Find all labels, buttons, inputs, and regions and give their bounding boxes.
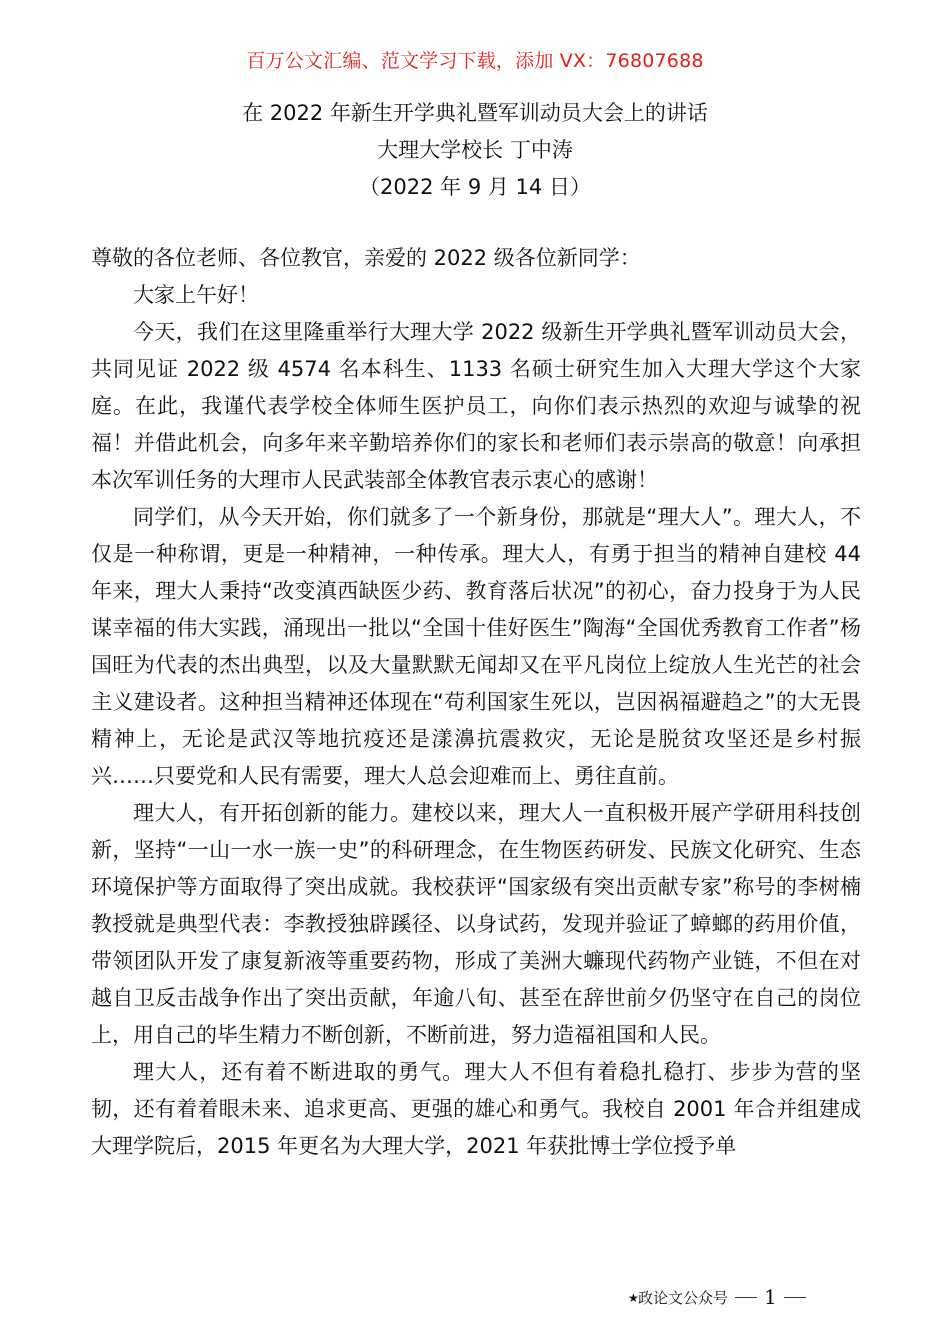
watermark-banner: 百万公文汇编、范文学习下载，添加 VX：76807688 bbox=[246, 50, 704, 72]
speech-title: 在 2022 年新生开学典礼暨军训动员大会上的讲话 bbox=[242, 101, 708, 125]
speaker-line: 大理大学校长 丁中涛 bbox=[377, 138, 573, 162]
page-footer bbox=[628, 1284, 888, 1314]
dash-left bbox=[735, 1297, 757, 1298]
dash-right bbox=[784, 1297, 806, 1298]
page-number: 1 bbox=[764, 1285, 777, 1309]
footer-source: 政论文公众号 bbox=[638, 1289, 729, 1307]
paragraph-1: 今天，我们在这里隆重举行大理大学 2022 级新生开学典礼暨军训动员大会，共同见证 2022 级 4574 名本科生、1133 名硕士研究生加入大理大学这个大家庭。在此，我谨代表学校全体师生医护员工，向你们表示热烈的欢迎与诚挚的祝福！并借此机会，向多年来辛勤培养你们的家长和老师们表示崇高的敬意！向承担本次军训任务的大理市人民武装部全体教官表示衷心的感谢！ bbox=[91, 320, 861, 492]
star-icon: ★ bbox=[628, 1291, 639, 1305]
speech-date: （2022 年 9 月 14 日） bbox=[359, 175, 591, 199]
paragraph-4: 理大人，还有着不断进取的勇气。理大人不但有着稳扎稳打、步步为营的坚韧，还有着着眼未来、追求更高、更强的雄心和勇气。我校自 2001 年合并组建成大理学院后，2015 年更名为大理大学，2021 年获批博士学位授予单 bbox=[91, 1060, 861, 1158]
greeting: 大家上午好！ bbox=[133, 283, 259, 307]
speech-body bbox=[91, 240, 861, 1165]
paragraph-3: 理大人，有开拓创新的能力。建校以来，理大人一直积极开展产学研用科技创新，坚持“一山一水一族一史”的科研理念，在生物医药研发、民族文化研究、生态环境保护等方面取得了突出成就。我校获评“国家级有突出贡献专家”称号的李树楠教授就是典型代表：李教授独辟蹊径、以身试药，发现并验证了蟑螂的药用价值，带领团队开发了康复新液等重要药物，形成了美洲大蠊现代药物产业链，不但在对越自卫反击战争作出了突出贡献，年逾八旬、甚至在辞世前夕仍坚守在自己的岗位上，用自己的毕生精力不断创新，不断前进，努力造福祖国和人民。 bbox=[91, 801, 861, 1047]
paragraph-2: 同学们，从今天开始，你们就多了一个新身份，那就是“理大人”。理大人，不仅是一种称谓，更是一种精神，一种传承。理大人，有勇于担当的精神自建校 44 年来，理大人秉持“改变滇西缺医少药、教育落后状况”的初心，奋力投身于为人民谋幸福的伟大实践，涌现出一批以“全国十佳好医生”陶海“全国优秀教育工作者”杨国旺为代表的杰出典型，以及大量默默无闻却又在平凡岗位上绽放人生光芒的社会主义建设者。这种担当精神还体现在“苟利国家生死以，岂因祸福避趋之”的大无畏精神上，无论是武汉等地抗疫还是漾濞抗震救灾，无论是脱贫攻坚还是乡村振兴……只要党和人民有需要，理大人总会迎难而上、勇往直前。 bbox=[91, 505, 861, 788]
title-block bbox=[0, 95, 950, 206]
salutation: 尊敬的各位老师、各位教官，亲爱的 2022 级各位新同学： bbox=[91, 246, 641, 270]
